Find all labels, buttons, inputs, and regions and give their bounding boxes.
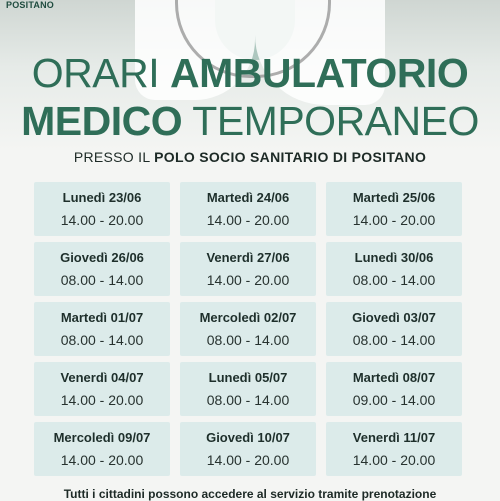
- logo: POSITANO: [6, 0, 54, 10]
- schedule-hours: 08.00 - 14.00: [206, 331, 290, 348]
- schedule-cell: [34, 362, 170, 416]
- schedule-cell: [326, 242, 462, 296]
- schedule-day: Martedì 25/06: [352, 189, 436, 205]
- schedule-day: Lunedì 30/06: [354, 249, 434, 265]
- schedule-day: Lunedì 05/07: [208, 369, 288, 385]
- subtitle-prefix: PRESSO IL: [73, 149, 150, 165]
- schedule-hours: 08.00 - 14.00: [60, 271, 144, 288]
- schedule-hours: 08.00 - 14.00: [352, 271, 436, 288]
- schedule-cell: [180, 182, 316, 236]
- schedule-day: Venerdì 04/07: [60, 369, 144, 385]
- schedule-hours: 14.00 - 20.00: [206, 211, 290, 228]
- title-word-orari: ORARI: [31, 50, 160, 96]
- schedule-cell: [34, 422, 170, 476]
- schedule-cell: [34, 242, 170, 296]
- title-line-2: [0, 98, 500, 144]
- title-word-ambulatorio: AMBULATORIO: [170, 50, 469, 96]
- schedule-hours: 14.00 - 20.00: [206, 271, 290, 288]
- schedule-hours: 08.00 - 14.00: [60, 331, 144, 348]
- schedule-hours: 14.00 - 20.00: [206, 451, 290, 468]
- schedule-day: Martedì 08/07: [352, 369, 436, 385]
- schedule-hours: 14.00 - 20.00: [60, 211, 144, 228]
- schedule-cell: [180, 242, 316, 296]
- schedule-day: Giovedì 03/07: [352, 309, 436, 325]
- schedule-cell: [34, 182, 170, 236]
- schedule-day: Venerdì 11/07: [352, 429, 436, 445]
- schedule-hours: 14.00 - 20.00: [60, 451, 144, 468]
- title-word-medico: MEDICO: [21, 98, 183, 144]
- schedule-cell: [326, 182, 462, 236]
- schedule-hours: 08.00 - 14.00: [352, 331, 436, 348]
- title-line-1: [0, 50, 500, 96]
- schedule-cell: [326, 422, 462, 476]
- schedule-hours: 14.00 - 20.00: [60, 391, 144, 408]
- schedule-day: Mercoledì 02/07: [199, 309, 297, 325]
- schedule-day: Venerdì 27/06: [206, 249, 290, 265]
- schedule-hours: 14.00 - 20.00: [352, 211, 436, 228]
- schedule-day: Lunedì 23/06: [62, 189, 142, 205]
- subtitle: [0, 149, 500, 165]
- schedule-cell: [326, 302, 462, 356]
- schedule-hours: 14.00 - 20.00: [352, 451, 436, 468]
- schedule-hours: 08.00 - 14.00: [206, 391, 290, 408]
- schedule-grid: [34, 182, 462, 480]
- schedule-day: Martedì 01/07: [60, 309, 144, 325]
- schedule-cell: [180, 422, 316, 476]
- schedule-cell: [180, 362, 316, 416]
- schedule-day: Mercoledì 09/07: [53, 429, 151, 445]
- schedule-day: Martedì 24/06: [206, 189, 290, 205]
- footer-note: Tutti i cittadini possono accedere al servizio tramite prenotazione: [63, 487, 437, 501]
- title-word-temporaneo: TEMPORANEO: [192, 98, 479, 144]
- schedule-cell: [34, 302, 170, 356]
- schedule-hours: 09.00 - 14.00: [352, 391, 436, 408]
- schedule-day: Giovedì 10/07: [206, 429, 290, 445]
- schedule-day: Giovedì 26/06: [60, 249, 144, 265]
- schedule-cell: [180, 302, 316, 356]
- schedule-cell: [326, 362, 462, 416]
- subtitle-location: POLO SOCIO SANITARIO DI POSITANO: [154, 149, 427, 165]
